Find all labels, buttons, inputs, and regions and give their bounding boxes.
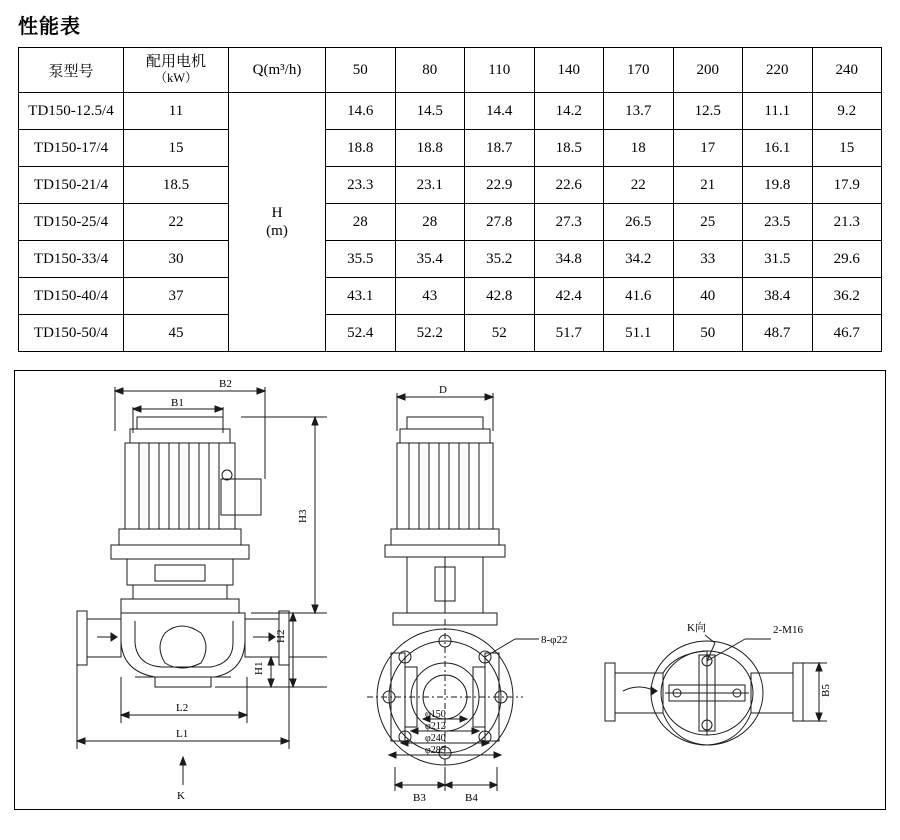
cell-value: 21 bbox=[673, 167, 743, 204]
cell-value: 14.6 bbox=[326, 93, 396, 130]
cell-value: 34.8 bbox=[534, 241, 604, 278]
cell-value: 52 bbox=[465, 315, 535, 352]
table-row bbox=[19, 93, 882, 130]
cell-value: 22.9 bbox=[465, 167, 535, 204]
cell-model: TD150-33/4 bbox=[19, 241, 124, 278]
label-b4: B4 bbox=[465, 792, 478, 804]
head-label-m: (m) bbox=[266, 223, 288, 239]
label-b5: B5 bbox=[820, 684, 832, 697]
header-flow-200: 200 bbox=[673, 48, 743, 93]
header-flow-50: 50 bbox=[326, 48, 396, 93]
label-b3: B3 bbox=[413, 792, 426, 804]
header-flow-140: 140 bbox=[534, 48, 604, 93]
cell-value: 14.4 bbox=[465, 93, 535, 130]
cell-value: 19.8 bbox=[743, 167, 813, 204]
cell-model: TD150-12.5/4 bbox=[19, 93, 124, 130]
cell-value: 18 bbox=[604, 130, 674, 167]
dimension-drawing bbox=[14, 370, 886, 810]
label-l2: L2 bbox=[176, 702, 189, 714]
cell-model: TD150-40/4 bbox=[19, 278, 124, 315]
cell-value: 28 bbox=[395, 204, 465, 241]
page-title: 性能表 bbox=[18, 16, 81, 38]
table-row bbox=[19, 130, 882, 167]
cell-kw: 15 bbox=[124, 130, 229, 167]
cell-kw: 30 bbox=[124, 241, 229, 278]
cell-value: 23.1 bbox=[395, 167, 465, 204]
header-flow-110: 110 bbox=[465, 48, 535, 93]
cell-value: 36.2 bbox=[812, 278, 882, 315]
performance-table bbox=[18, 47, 882, 352]
label-b1: B1 bbox=[171, 397, 184, 409]
cell-value: 52.4 bbox=[326, 315, 396, 352]
header-flow-240: 240 bbox=[812, 48, 882, 93]
cell-value: 35.4 bbox=[395, 241, 465, 278]
cell-value: 43 bbox=[395, 278, 465, 315]
cell-value: 21.3 bbox=[812, 204, 882, 241]
cell-kw: 18.5 bbox=[124, 167, 229, 204]
cell-value: 11.1 bbox=[743, 93, 813, 130]
cell-value: 22.6 bbox=[534, 167, 604, 204]
cell-value: 18.7 bbox=[465, 130, 535, 167]
header-flow-170: 170 bbox=[604, 48, 674, 93]
cell-kw: 45 bbox=[124, 315, 229, 352]
cell-value: 42.4 bbox=[534, 278, 604, 315]
label-d: D bbox=[439, 384, 447, 396]
table-row bbox=[19, 241, 882, 278]
label-k: K bbox=[177, 790, 185, 802]
cell-value: 46.7 bbox=[812, 315, 882, 352]
label-phi212: φ212 bbox=[425, 721, 446, 732]
cell-value: 41.6 bbox=[604, 278, 674, 315]
cell-value: 23.3 bbox=[326, 167, 396, 204]
header-flow: Q(m³/h) bbox=[229, 48, 326, 93]
table-row bbox=[19, 204, 882, 241]
label-phi150: φ150 bbox=[425, 709, 446, 720]
cell-value: 16.1 bbox=[743, 130, 813, 167]
label-l1: L1 bbox=[176, 728, 189, 740]
header-motor-power bbox=[124, 48, 229, 93]
label-8-phi22: 8-φ22 bbox=[541, 634, 568, 646]
cell-value: 42.8 bbox=[465, 278, 535, 315]
header-flow-80: 80 bbox=[395, 48, 465, 93]
cell-value: 17.9 bbox=[812, 167, 882, 204]
cell-value: 43.1 bbox=[326, 278, 396, 315]
cell-value: 13.7 bbox=[604, 93, 674, 130]
cell-value: 25 bbox=[673, 204, 743, 241]
cell-head-label bbox=[229, 93, 326, 352]
cell-value: 18.5 bbox=[534, 130, 604, 167]
label-h2: H2 bbox=[275, 629, 287, 643]
cell-value: 26.5 bbox=[604, 204, 674, 241]
cell-kw: 37 bbox=[124, 278, 229, 315]
label-phi285: φ285 bbox=[425, 745, 446, 756]
header-flow-220: 220 bbox=[743, 48, 813, 93]
cell-model: TD150-50/4 bbox=[19, 315, 124, 352]
table-row bbox=[19, 315, 882, 352]
cell-kw: 22 bbox=[124, 204, 229, 241]
header-model: 泵型号 bbox=[19, 48, 124, 93]
cell-value: 14.2 bbox=[534, 93, 604, 130]
cell-model: TD150-21/4 bbox=[19, 167, 124, 204]
cell-value: 52.2 bbox=[395, 315, 465, 352]
cell-model: TD150-25/4 bbox=[19, 204, 124, 241]
cell-value: 35.2 bbox=[465, 241, 535, 278]
cell-value: 18.8 bbox=[395, 130, 465, 167]
cell-value: 50 bbox=[673, 315, 743, 352]
cell-value: 27.3 bbox=[534, 204, 604, 241]
header-motor-power-line1: 配用电机 bbox=[145, 54, 206, 71]
table-row bbox=[19, 167, 882, 204]
header-motor-power-line2: （kW） bbox=[154, 71, 198, 86]
cell-value: 40 bbox=[673, 278, 743, 315]
head-label-h: H bbox=[271, 205, 283, 221]
cell-value: 9.2 bbox=[812, 93, 882, 130]
cell-value: 31.5 bbox=[743, 241, 813, 278]
label-phi240: φ240 bbox=[425, 733, 446, 744]
cell-kw: 11 bbox=[124, 93, 229, 130]
cell-value: 34.2 bbox=[604, 241, 674, 278]
cell-value: 48.7 bbox=[743, 315, 813, 352]
cell-value: 28 bbox=[326, 204, 396, 241]
cell-value: 33 bbox=[673, 241, 743, 278]
cell-value: 23.5 bbox=[743, 204, 813, 241]
table-row bbox=[19, 278, 882, 315]
label-2-m16: 2-M16 bbox=[773, 624, 803, 636]
cell-value: 17 bbox=[673, 130, 743, 167]
cell-value: 18.8 bbox=[326, 130, 396, 167]
cell-value: 51.7 bbox=[534, 315, 604, 352]
cell-value: 29.6 bbox=[812, 241, 882, 278]
cell-value: 35.5 bbox=[326, 241, 396, 278]
cell-value: 15 bbox=[812, 130, 882, 167]
cell-value: 12.5 bbox=[673, 93, 743, 130]
cell-value: 14.5 bbox=[395, 93, 465, 130]
label-k-view: K向 bbox=[687, 622, 706, 634]
cell-value: 51.1 bbox=[604, 315, 674, 352]
cell-value: 38.4 bbox=[743, 278, 813, 315]
performance-table-container bbox=[18, 47, 882, 352]
cell-value: 27.8 bbox=[465, 204, 535, 241]
cell-value: 22 bbox=[604, 167, 674, 204]
label-h1: H1 bbox=[253, 661, 265, 675]
label-b2: B2 bbox=[219, 378, 232, 390]
cell-model: TD150-17/4 bbox=[19, 130, 124, 167]
label-h3: H3 bbox=[297, 509, 309, 523]
table-header-row bbox=[19, 48, 882, 93]
